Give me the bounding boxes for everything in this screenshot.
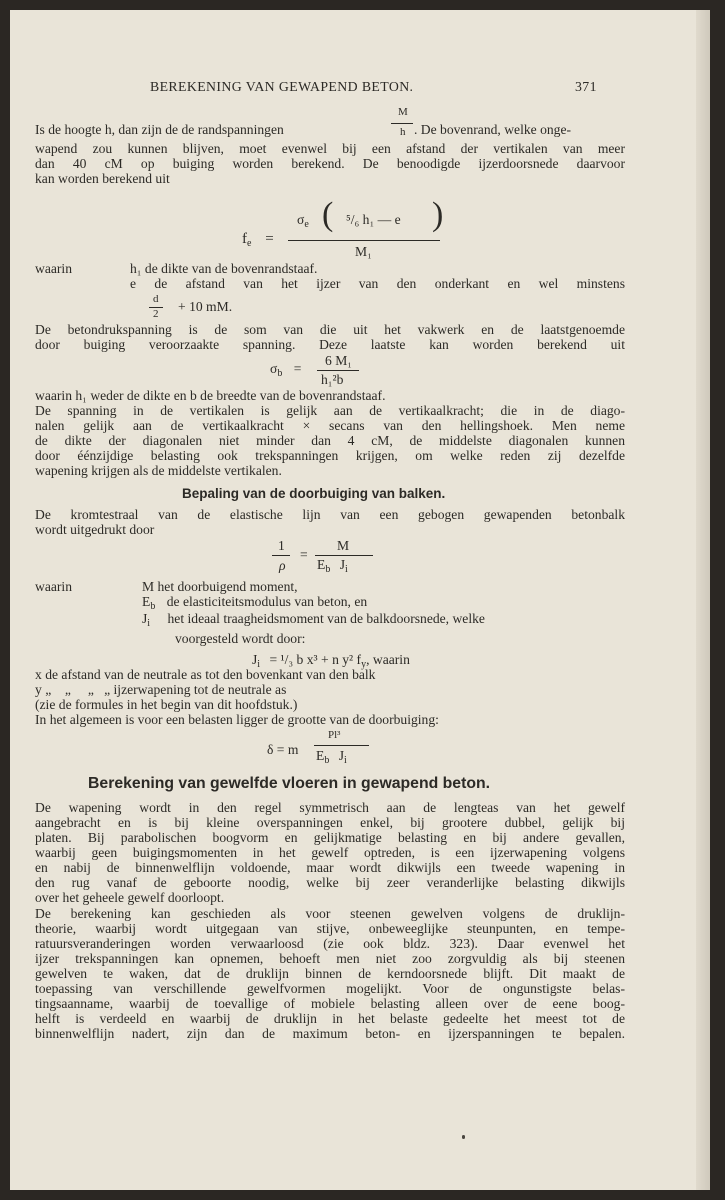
- frac-M2-den: $E_b$ $J_i$: [317, 557, 348, 575]
- book-page: [10, 10, 710, 1190]
- frac-d-den: 2: [153, 308, 159, 320]
- para1-line-7: over het geheele gewelf doorloopt.: [35, 890, 225, 905]
- def-x: x de afstand van de neutrale as tot den bovenkant van den balk: [35, 667, 376, 682]
- spanning-line-1: De spanning in de vertikalen is gelijk aan de vertikaalkracht; die in de diago-: [35, 403, 625, 418]
- waarin-label-2: waarin: [35, 579, 72, 594]
- betondruk-line-1: De betondrukspanning is de som van die uit het vakwerk en de laatstgenoemde: [35, 322, 625, 337]
- para2-line-9: binnenwelflijn nadert, zijn dan de maximum beton- en ijzerspanningen te bepalen.: [35, 1026, 625, 1041]
- formula-fe-denominator: M₁: [355, 244, 372, 259]
- intro-line-1b: . De bovenrand, welke onge-: [414, 122, 572, 137]
- para1-line-5: en nabij de binnenwelflijn voldoende, maar wordt dikwijls een tweede wapening in: [35, 860, 625, 875]
- frac-h-den: h: [400, 126, 406, 138]
- frac-rho-bar: [272, 555, 290, 556]
- def-y: y „ „ „ „ ijzerwapening tot de neutrale as: [35, 682, 287, 697]
- frac-bar: [391, 123, 413, 124]
- para2-line-1: De berekening kan geschieden als voor steenen gewelven volgens de druklijn-: [35, 906, 625, 921]
- formula-rho-eq: =: [300, 547, 308, 562]
- para1-line-6: den rug vanaf de geboorte noodig, welke bij zeer veranderlijke belasting dikwijls: [35, 875, 625, 890]
- waarin-label-1: waarin: [35, 261, 72, 276]
- spanning-line-2: nalen gelijk aan de vertikaalkracht × secans van den hellingshoek. Men neme: [35, 418, 625, 433]
- formula-delta-num: Pl³: [328, 729, 341, 741]
- para2-line-6: toepassing van verschillende gewelfvormen mogelijkt. Voor de ongunstigste belas-: [35, 981, 625, 996]
- def-Eb: $E_b$ de elasticiteitsmodulus van beton, en: [142, 594, 368, 612]
- spanning-line-4: door éénzijdige belasting ook trekspanningen krijgen, om welke reden zij dezelfde: [35, 448, 625, 463]
- section-heading-gewelfde-vloeren: Berekening van gewelfde vloeren in gewapend beton.: [88, 775, 491, 792]
- para1-line-4: waarbij geen buigingsmomenten in het gewelf optreden, is een ijzerwapening volgens: [35, 845, 625, 860]
- para1-line-2: aangebracht en is bij kleine overspanningen enkel, bij grootere dubbel, gelijk bij: [35, 815, 625, 830]
- intro-line-2: wapend zou kunnen blijven, moet evenwel bij een afstand der vertikalen van meer: [35, 141, 625, 156]
- page-edge-shadow: [696, 10, 710, 1190]
- para2-line-4: ijzer trekspanningen kan opnemen, behoeft men niet zoo zorgvuldig als bij steenen: [35, 951, 625, 966]
- paren-left: (: [322, 196, 334, 233]
- formula-sb-den: h₁²b: [321, 372, 344, 387]
- formula-fe-lhs: $f_e$ =: [242, 231, 274, 249]
- running-title: BEREKENING VAN GEWAPEND BETON.: [150, 79, 414, 94]
- para1-line-3: platen. Bij parabolischen boogvorm en gelijkmatige belasting en bij andere gevallen,: [35, 830, 625, 845]
- def-M: M het doorbuigend moment,: [142, 579, 298, 594]
- algemeen-line: In het algemeen is voor een belasten ligger de grootte van de doorbuiging:: [35, 712, 439, 727]
- frac-1-num: 1: [278, 538, 285, 553]
- formula-sb-num: 6 M₁: [325, 353, 353, 368]
- paren-right: ): [432, 196, 444, 233]
- def-e: e de afstand van het ijzer van den onderkant en wel minstens: [130, 276, 625, 291]
- formula-fe-sigma: $\sigma_e$: [297, 212, 309, 230]
- zie-line: (zie de formules in het begin van dit hoofdstuk.): [35, 697, 298, 712]
- formula-sb-bar: [317, 370, 359, 371]
- waarin-h1-line: waarin h₁ weder de dikte en b de breedte van de bovenrandstaaf.: [35, 388, 386, 403]
- para2-line-2: theorie, waarbij wordt uitgegaan van stijve, onbeweeglijke steunpunten, en tempe-: [35, 921, 625, 936]
- spanning-line-5: wapening krijgen als de middelste vertikalen.: [35, 463, 282, 478]
- frac-d-num: d: [153, 293, 159, 305]
- frac-M2-bar: [315, 555, 373, 556]
- def-Ji: $J_i$ het ideaal traagheidsmoment van de balkdoorsnede, welke: [142, 611, 485, 629]
- intro-line-4: kan worden berekend uit: [35, 171, 170, 186]
- plus-10mm: + 10 mM.: [178, 299, 233, 314]
- frac-rho-den: ρ: [279, 558, 286, 573]
- formula-delta-bar: [314, 745, 369, 746]
- para2-line-3: ratuursveranderingen worden verwaarloosd (zie ook bldz. 323). Daar evenwel het: [35, 936, 625, 951]
- betondruk-line-2: door buiging veroorzaakte spanning. Deze laatste kan worden berekend uit: [35, 337, 625, 352]
- para2-line-5: gewelven te waken, dat de druklijn binnen de kerndoorsnede blijft. Dit maakt de: [35, 966, 625, 981]
- formula-fe-numerator: ⁵/₆ h₁ — e: [346, 212, 401, 227]
- kromte-line-1: De kromtestraal van de elastische lijn van een gebogen gewapenden betonbalk: [35, 507, 625, 522]
- intro-line-1a: Is de hoogte h, dan zijn de de randspanningen: [35, 122, 284, 137]
- voorgesteld-line: voorgesteld wordt door:: [175, 631, 306, 646]
- formula-delta-den: $E_b$ $J_i$: [316, 748, 347, 766]
- section-heading-doorbuiging: Bepaling van de doorbuiging van balken.: [182, 486, 446, 501]
- formula-fe-bar: [288, 240, 440, 241]
- formula-delta-lhs: δ = m: [267, 742, 299, 757]
- formula-sb-lhs: $\sigma_b$ =: [270, 361, 302, 379]
- page-number: 371: [575, 79, 597, 94]
- para2-line-8: helft is verdeeld en waarbij de druklijn in het belaste gedeelte het meest tot de: [35, 1011, 625, 1026]
- print-speck: [462, 1135, 465, 1139]
- intro-line-3: dan 40 cM op buiging worden berekend. De benoodigde ijzerdoorsnede daarvoor: [35, 156, 625, 171]
- para1-line-1: De wapening wordt in den regel symmetrisch aan de lengteas van het gewelf: [35, 800, 625, 815]
- frac-M2-num: M: [337, 538, 350, 553]
- formula-Ji: $J_i = ^1/_3$ b x³ + n y² $f_y$, waarin: [252, 652, 410, 670]
- kromte-line-2: wordt uitgedrukt door: [35, 522, 155, 537]
- frac-M-num: M: [398, 106, 408, 118]
- para2-line-7: tingsaanname, waarbij de toevallige of mobiele belasting alleen over de eene boog-: [35, 996, 625, 1011]
- spanning-line-3: de dikte der diagonalen niet minder dan 4 cM, de middelste diagonalen kunnen: [35, 433, 625, 448]
- def-h1: h₁ de dikte van de bovenrandstaaf.: [130, 261, 318, 276]
